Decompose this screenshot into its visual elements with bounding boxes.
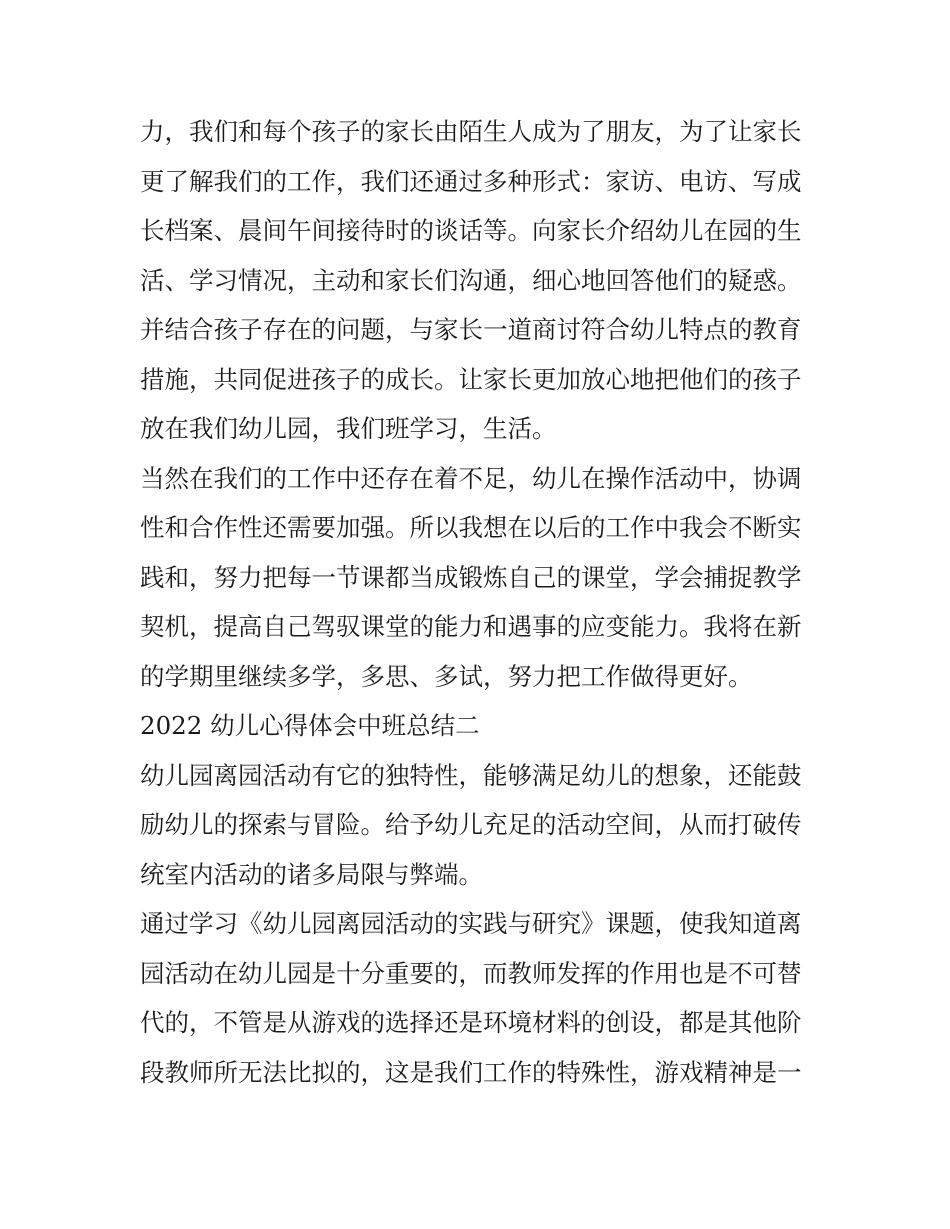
text-line: 统室内活动的诸多局限与弊端。 <box>140 859 483 889</box>
text-line: 力，我们和每个孩子的家长由陌生人成为了朋友，为了让家长 <box>140 117 802 146</box>
text-line: 当然在我们的工作中还存在着不足，幼儿在操作活动中，协调 <box>140 463 802 493</box>
body-text <box>140 107 815 1097</box>
text-line: 活、学习情况，主动和家长们沟通，细心地回答他们的疑惑。 <box>140 265 802 295</box>
text-line: 的学期里继续多学，多思、多试，努力把工作做得更好。 <box>140 661 753 691</box>
text-line: 幼儿园离园活动有它的独特性，能够满足幼儿的想象，还能鼓 <box>140 760 802 790</box>
text-line: 性和合作性还需要加强。所以我想在以后的工作中我会不断实 <box>140 513 802 542</box>
text-line: 更了解我们的工作，我们还通过多种形式：家访、电访、写成 <box>140 166 802 196</box>
text-line: 放在我们幼儿园，我们班学习，生活。 <box>140 414 557 443</box>
text-line: 励幼儿的探索与冒险。给予幼儿充足的活动空间，从而打破传 <box>140 810 802 839</box>
text-line: 长档案、晨间午间接待时的谈话等。向家长介绍幼儿在园的生 <box>140 216 802 245</box>
text-line: 契机，提高自己驾驭课堂的能力和遇事的应变能力。我将在新 <box>140 612 802 641</box>
text-line: 园活动在幼儿园是十分重要的，而教师发挥的作用也是不可替 <box>140 958 802 988</box>
text-line: 践和，努力把每一节课都当成锻炼自己的课堂，学会捕捉教学 <box>140 562 802 592</box>
text-line: 并结合孩子存在的问题，与家长一道商讨符合幼儿特点的教育 <box>140 315 802 344</box>
text-line: 代的，不管是从游戏的选择还是环境材料的创设，都是其他阶 <box>140 1008 802 1037</box>
section-heading: 2022 幼儿心得体会中班总结二 <box>140 711 480 740</box>
text-line: 段教师所无法比拟的，这是我们工作的特殊性，游戏精神是一 <box>140 1057 802 1087</box>
text-line: 措施，共同促进孩子的成长。让家长更加放心地把他们的孩子 <box>140 364 802 394</box>
text-line: 通过学习《幼儿园离园活动的实践与研究》课题，使我知道离 <box>140 909 802 938</box>
